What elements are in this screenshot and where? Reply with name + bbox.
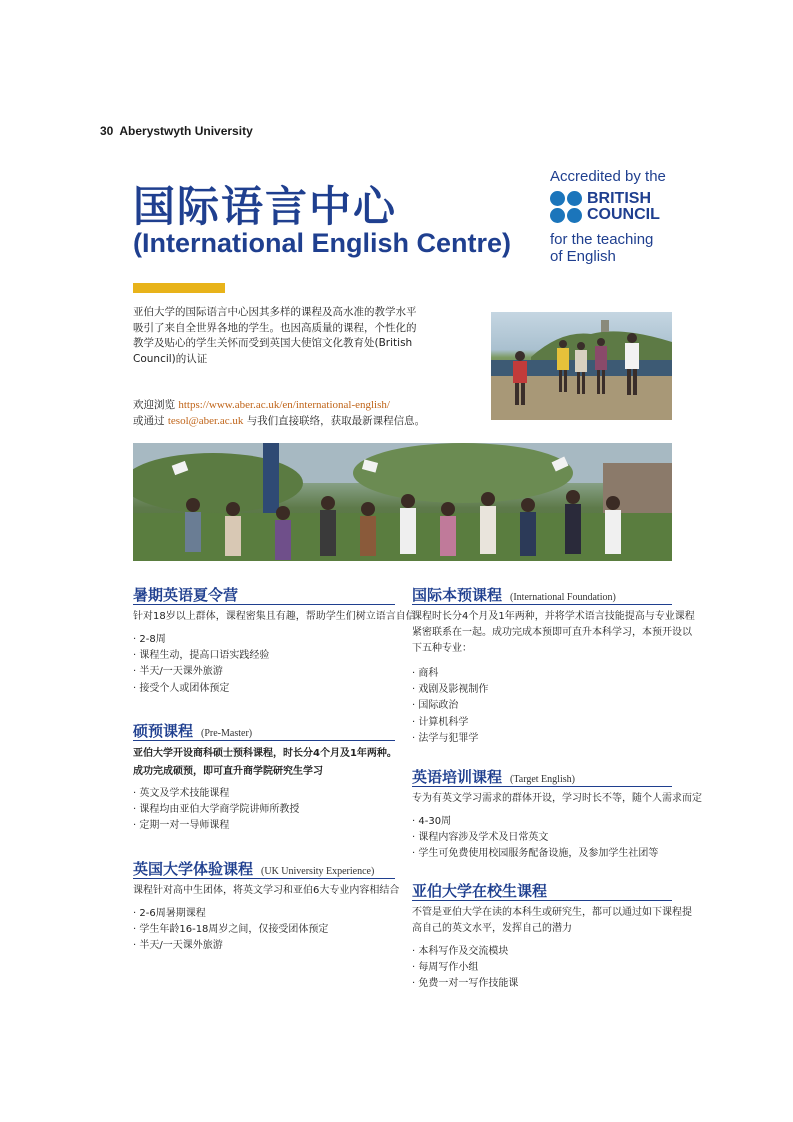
intro-line: 吸引了来自全世界各地的学生。也因高质量的课程，个性化的 (133, 321, 417, 334)
list-item: · 半天/一天课外旅游 (133, 938, 393, 954)
section-title-foundation (412, 584, 616, 605)
list-item: · 课程内容涉及学术及日常英文 (412, 830, 682, 846)
page-title-en: (International English Centre) (133, 228, 512, 258)
email-link[interactable]: tesol@aber.ac.uk (167, 414, 244, 427)
contact-block (133, 398, 478, 429)
contact-prefix: 欢迎浏览 (133, 399, 175, 411)
uk-experience-list (133, 906, 393, 955)
logo-accredited-text: Accredited by the (550, 168, 666, 185)
list-item: · 免费一对一写作技能课 (412, 976, 672, 992)
target-english-desc: 专为有英文学习需求的群体开设，学习时长不等，随个人需求而定 (412, 793, 702, 804)
list-item: · 商科 (412, 666, 672, 682)
accent-bar (133, 283, 225, 293)
foundation-list (412, 666, 672, 747)
list-item: · 法学与犯罪学 (412, 731, 672, 747)
section-title-en: (Pre-Master) (201, 728, 253, 739)
page-title-cn: 国际语言中心 (133, 182, 398, 231)
section-title-text: 硕预课程 (133, 722, 194, 740)
section-rule (133, 604, 395, 605)
list-item: · 定期一对一导师课程 (133, 818, 393, 834)
list-item: · 学生年龄16-18周岁之间，仅接受团体预定 (133, 922, 393, 938)
desc-line: 高自己的英文水平，发挥自己的潜力 (412, 923, 572, 934)
uk-experience-desc: 课程针对高中生团体，将英文学习和亚伯6大专业内容相结合 (133, 885, 400, 896)
list-item: · 半天/一天课外旅游 (133, 664, 393, 680)
list-item: · 计算机科学 (412, 715, 672, 731)
premaster-desc-2: 成功完成硕预，即可直升商学院研究生学习 (133, 766, 323, 777)
summer-list (133, 632, 393, 697)
list-item: · 学生可免费使用校园服务配备设施，及参加学生社团等 (412, 846, 682, 862)
section-title-summer: 暑期英语夏令营 (133, 586, 239, 604)
section-rule (412, 604, 672, 605)
foundation-desc (412, 609, 695, 657)
section-title-text: 英国大学体验课程 (133, 860, 254, 878)
section-rule (133, 878, 395, 879)
section-title-text: 英语培训课程 (412, 768, 503, 786)
intro-line: 教学及贴心的学生关怀而受到英国大使馆文化教育处(British (133, 337, 413, 349)
page-header (100, 124, 253, 138)
section-title-premaster (133, 720, 252, 741)
section-title-uk-experience (133, 858, 374, 879)
in-session-list (412, 944, 672, 993)
list-item: · 本科写作及交流模块 (412, 944, 672, 960)
list-item: · 4-30周 (412, 814, 682, 830)
university-name: Aberystwyth University (119, 124, 253, 138)
section-rule (412, 786, 672, 787)
logo-brand-line2: COUNCIL (587, 206, 660, 223)
section-title-en: (Target English) (510, 774, 575, 785)
summer-desc: 针对18岁以上群体，课程密集且有趣，帮助学生们树立语言自信 (133, 611, 416, 622)
list-item: · 接受个人或团体预定 (133, 681, 393, 697)
premaster-desc-1: 亚伯大学开设商科硕士预科课程，时长分4个月及1年两种。 (133, 748, 397, 759)
list-item: · 国际政治 (412, 698, 672, 714)
list-item: · 2-6周暑期课程 (133, 906, 393, 922)
desc-line: 紧密联系在一起。成功完成本预即可直升本科学习，本预开设以 (412, 627, 692, 638)
logo-brand-line1: BRITISH (587, 190, 651, 207)
list-item: · 英文及学术技能课程 (133, 786, 393, 802)
list-item: · 课程生动，提高口语实践经验 (133, 648, 393, 664)
intro-line: 亚伯大学的国际语言中心因其多样的课程及高水准的教学水平 (133, 306, 417, 318)
section-title-en: (UK University Experience) (261, 866, 375, 877)
target-english-list (412, 814, 682, 863)
desc-line: 不管是亚伯大学在读的本科生或研究生，都可以通过如下课程提 (412, 907, 692, 918)
premaster-list (133, 786, 393, 835)
contact-suffix: 与我们直接联络，获取最新课程信息。 (246, 414, 426, 427)
section-title-text: 国际本预课程 (412, 586, 503, 604)
students-beach-photo (491, 312, 672, 420)
logo-teaching-text: for the teaching (550, 231, 654, 248)
intro-paragraph (133, 305, 433, 367)
british-council-logo (550, 168, 690, 278)
in-session-desc (412, 905, 692, 937)
list-item: · 戏剧及影视制作 (412, 682, 672, 698)
desc-line: 课程时长分4个月及1年两种，并将学术语言技能提高与专业课程 (412, 611, 695, 622)
website-link[interactable]: https://www.aber.ac.uk/en/international-english/ (178, 399, 390, 411)
desc-line: 下五种专业： (412, 643, 472, 654)
list-item: · 课程均由亚伯大学商学院讲师所教授 (133, 802, 393, 818)
section-title-en: (International Foundation) (510, 592, 616, 603)
page-number: 30 (100, 124, 114, 138)
section-title-in-session: 亚伯大学在校生课程 (412, 882, 548, 900)
group-celebration-photo (133, 443, 672, 561)
list-item: · 每周写作小组 (412, 960, 672, 976)
intro-line: Council)的认证 (133, 352, 208, 365)
british-council-dots-icon (550, 191, 582, 223)
logo-english-text: of English (550, 248, 616, 265)
contact-prefix: 或通过 (133, 414, 165, 427)
section-rule (133, 740, 395, 741)
section-rule (412, 900, 672, 901)
section-title-target-english (412, 766, 575, 787)
list-item: · 2-8周 (133, 632, 393, 648)
